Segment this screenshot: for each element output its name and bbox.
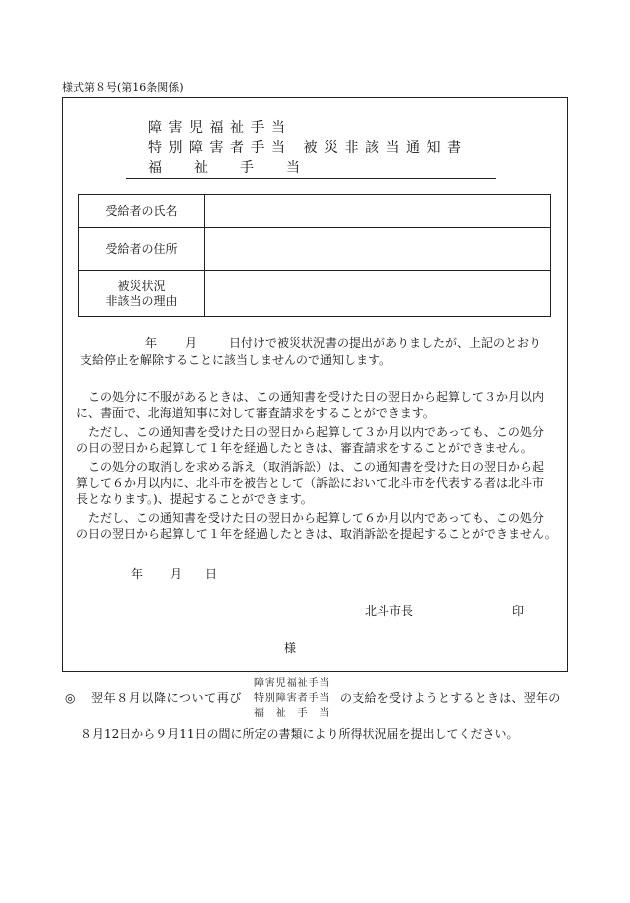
footnote-allowance-child: 障害児福祉手当 xyxy=(254,678,331,689)
footnote-lead: 翌年８月以降について再び xyxy=(91,691,242,705)
footnote-allowance-welfare: 福 祉 手 当 xyxy=(254,708,331,719)
recipient-address-cell xyxy=(205,228,550,270)
appeal-instructions xyxy=(76,389,562,545)
footnote-mark-icon: ◎ xyxy=(65,691,76,705)
footnote-allowance-special: 特別障害者手当 xyxy=(254,693,331,704)
appeal-line: の日の翌日から起算して１年を経過したときは、審査請求をすることができません。 xyxy=(76,441,533,455)
title-line-3 xyxy=(148,158,468,178)
appeal-paragraph xyxy=(76,510,562,542)
seal-mark: 印 xyxy=(512,604,525,618)
appeal-line: ただし、この通知書を受けた日の翌日から起算して３か月以内であっても、この処分 xyxy=(88,425,544,439)
disaster-reason-label xyxy=(79,271,205,316)
table-label: 受給者の氏名 xyxy=(105,203,178,218)
notice-line-1: 日付けで被災状況書の提出がありましたが、上記のとおり xyxy=(229,336,542,350)
table-row xyxy=(79,195,550,228)
notice-frame xyxy=(62,97,568,672)
appeal-line: に、書面で、北海道知事に対して審査請求をすることができます。 xyxy=(76,406,435,420)
recipient-name-cell xyxy=(205,195,550,227)
appeal-line: 算して６か月以内に、北斗市を被告として（訴訟において北斗市を代表する者は北斗市 xyxy=(76,476,545,490)
title-document-name: 被災非該当通知書 xyxy=(303,140,468,156)
table-label: 受給者の住所 xyxy=(105,241,178,256)
notice-line-2: 支給停止を解除することに該当しませんので通知します。 xyxy=(80,353,392,367)
recipient-info-table xyxy=(78,194,551,317)
table-row xyxy=(79,271,550,316)
notice-year-unit: 年 xyxy=(145,336,158,350)
title-line-1 xyxy=(148,118,468,138)
appeal-paragraph xyxy=(76,389,562,421)
notice-month-unit: 月 xyxy=(185,336,198,350)
title-allowance-child: 障害児福祉手当 xyxy=(148,120,292,136)
appeal-line: 長となります。)、提起することができます。 xyxy=(76,492,313,506)
appeal-line: ただし、この通知書を受けた日の翌日から起算して６か月以内であっても、この処分 xyxy=(88,511,544,525)
table-label-line: 非該当の理由 xyxy=(105,293,178,308)
footnote-line-2: ８月12日から９月11日の間に所定の書類により所得状況届を提出してください。 xyxy=(80,727,519,741)
title-allowance-welfare: 福 祉 手 当 xyxy=(148,160,309,176)
footnote-tail: の支給を受けようとするときは、翌年の xyxy=(340,691,561,705)
title-allowance-special: 特別障害者手当 xyxy=(148,140,292,156)
document-title xyxy=(148,118,468,178)
appeal-line: この処分の取消しを求める訴え（取消訴訟）は、この通知書を受けた日の翌日から起 xyxy=(88,460,545,474)
form-number: 様式第８号(第16条関係) xyxy=(62,81,184,94)
recipient-address-label xyxy=(79,228,205,270)
title-line-2 xyxy=(148,138,468,158)
appeal-line: この処分に不服があるときは、この通知書を受けた日の翌日から起算して３か月以内 xyxy=(88,390,545,404)
date-month-unit: 月 xyxy=(170,567,183,581)
title-underline xyxy=(126,178,496,179)
addressee-honorific: 様 xyxy=(284,641,297,655)
disaster-reason-cell xyxy=(205,271,550,316)
appeal-paragraph xyxy=(76,424,562,456)
issuer-name: 北斗市長 xyxy=(365,604,414,618)
appeal-line: の日の翌日から起算して１年を経過したときは、取消訴訟を提起することができません。 xyxy=(76,527,557,541)
table-row xyxy=(79,228,550,271)
table-label-line: 被災状況 xyxy=(117,278,166,293)
date-day-unit: 日 xyxy=(205,567,218,581)
date-year-unit: 年 xyxy=(131,567,144,581)
recipient-name-label xyxy=(79,195,205,227)
appeal-paragraph xyxy=(76,459,562,507)
